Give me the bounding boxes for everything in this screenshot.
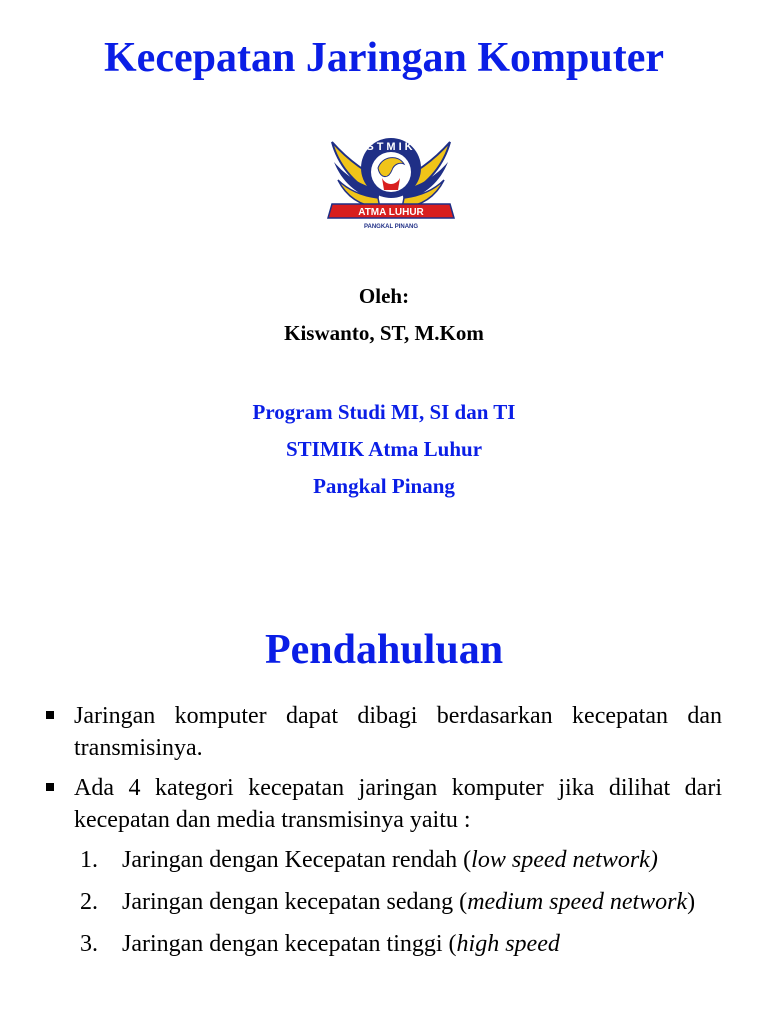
bullet-text: Ada 4 kategori kecepatan jaringan komputer jika dilihat dari kecepatan dan media transmisinya yaitu : bbox=[74, 775, 722, 833]
author-name: Kiswanto, ST, M.Kom bbox=[284, 321, 484, 345]
numbered-item bbox=[46, 886, 722, 918]
stmik-atma-luhur-logo bbox=[318, 120, 464, 240]
logo-bottom-text: PANGKAL PINANG bbox=[363, 224, 419, 230]
bullet-square-icon bbox=[46, 711, 54, 719]
logo-ribbon-text: ATMA LUHUR bbox=[358, 207, 424, 218]
item-text: Jaringan dengan kecepatan sedang ( bbox=[122, 889, 468, 915]
content-list bbox=[46, 700, 722, 970]
by-label: Oleh: bbox=[358, 284, 410, 308]
logo-top-text: STMIK bbox=[366, 141, 416, 153]
item-text: Jaringan dengan kecepatan tinggi ( bbox=[122, 931, 457, 957]
bullet-square-icon bbox=[46, 783, 54, 791]
institution-name: STIMIK Atma Luhur bbox=[285, 437, 483, 461]
slide-title: Kecepatan Jaringan Komputer bbox=[104, 35, 664, 81]
section-heading: Pendahuluan bbox=[264, 627, 504, 673]
program-name: Program Studi MI, SI dan TI bbox=[252, 400, 516, 424]
item-italic: medium speed network bbox=[467, 889, 688, 915]
list-item bbox=[46, 700, 722, 764]
city-name: Pangkal Pinang bbox=[313, 474, 455, 498]
numbered-item bbox=[46, 844, 722, 876]
list-item bbox=[46, 772, 722, 836]
item-italic: low speed network) bbox=[471, 847, 658, 873]
item-number: 3. bbox=[80, 931, 98, 957]
item-number: 1. bbox=[80, 847, 98, 873]
item-text: Jaringan dengan Kecepatan rendah ( bbox=[122, 847, 472, 873]
item-italic: high speed bbox=[456, 931, 560, 957]
item-number: 2. bbox=[80, 889, 98, 915]
numbered-item bbox=[46, 928, 722, 960]
item-after: ) bbox=[687, 889, 696, 915]
bullet-text: Jaringan komputer dapat dibagi berdasarkan kecepatan dan transmisinya. bbox=[74, 703, 722, 761]
